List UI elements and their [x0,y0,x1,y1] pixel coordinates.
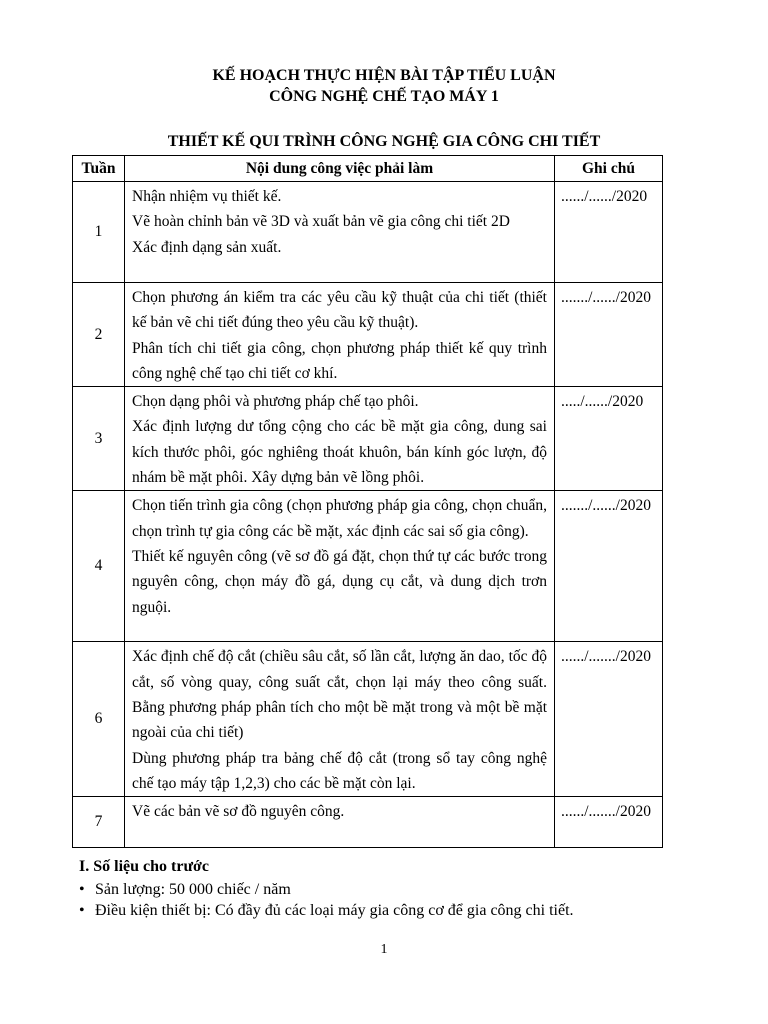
note-cell: ....../....../2020 [555,182,663,283]
task-line: Xác định chế độ cắt (chiều sâu cắt, số lần cắt, lượng ăn dao, tốc độ cắt, số vòng quay, công suất cắt, chọn lại máy theo công suất. Bằng phương pháp phân tích cho một bề mặt trong và một bề mặt ngoài của chi tiết) [132,648,547,742]
bullet-icon: • [79,902,85,919]
section-heading: I. Số liệu cho trước [79,858,210,875]
week-cell: 7 [73,797,125,848]
task-cell [125,797,555,848]
task-cell [125,182,555,283]
note-cell: ....../......./2020 [555,642,663,797]
list-item [79,879,574,900]
week-cell: 1 [73,182,125,283]
task-line: Xác định dạng sản xuất. [132,238,282,256]
header-week: Tuần [73,156,125,182]
given-data-list [79,879,574,921]
task-line: Chọn dạng phôi và phương pháp chế tạo phôi. [132,393,419,411]
table-row [73,491,663,642]
task-line: Chọn phương án kiểm tra các yêu cầu kỹ thuật của chi tiết (thiết kế bản vẽ chi tiết đúng theo yêu cầu kỹ thuật). [132,289,547,332]
list-item [79,900,574,921]
task-line: Thiết kế nguyên công (vẽ sơ đồ gá đặt, chọn thứ tự các bước trong nguyên công, chọn máy đồ gá, dụng cụ cắt, và dung dịch trơn nguội. [132,547,547,616]
task-line: Chọn tiến trình gia công (chọn phương pháp gia công, chọn chuẩn, chọn trình tự gia công các bề mặt, xác định các sai số gia công). [132,497,547,540]
table-row [73,387,663,491]
table-header-row [73,156,663,182]
header-note: Ghi chú [555,156,663,182]
task-cell [125,642,555,797]
note-cell: ......./....../2020 [555,491,663,642]
task-cell [125,283,555,387]
task-cell [125,491,555,642]
note-cell: ...../....../2020 [555,387,663,491]
week-cell: 4 [73,491,125,642]
week-cell: 3 [73,387,125,491]
document-title: KẾ HOẠCH THỰC HIỆN BÀI TẬP TIỂU LUẬN [212,67,556,84]
table-row [73,797,663,848]
task-cell [125,387,555,491]
table-row [73,642,663,797]
task-line: Dùng phương pháp tra bảng chế độ cắt (trong sổ tay công nghệ chế tạo máy tập 1,2,3) cho các bề mặt còn lại. [132,749,547,792]
plan-table [72,155,663,848]
header-content: Nội dung công việc phải làm [125,156,555,182]
note-cell: ......./....../2020 [555,283,663,387]
week-cell: 2 [73,283,125,387]
note-cell: ....../......./2020 [555,797,663,848]
task-line: Phân tích chi tiết gia công, chọn phương pháp thiết kế quy trình công nghệ chế tạo chi tiết cơ khí. [132,339,547,382]
document-title-line2: CÔNG NGHỆ CHẾ TẠO MÁY 1 [269,88,499,105]
task-line: Vẽ hoàn chỉnh bản vẽ 3D và xuất bản vẽ gia công chi tiết 2D [132,213,510,231]
bullet-icon: • [79,881,85,898]
page-number: 1 [380,942,388,957]
list-item-text: Sản lượng: 50 000 chiếc / năm [95,881,291,898]
task-line: Vẽ các bản vẽ sơ đồ nguyên công. [132,803,345,821]
week-cell: 6 [73,642,125,797]
table-row [73,283,663,387]
table-title: THIẾT KẾ QUI TRÌNH CÔNG NGHỆ GIA CÔNG CHI TIẾT [167,133,601,150]
table-row [73,182,663,283]
task-line: Xác định lượng dư tổng cộng cho các bề mặt gia công, dung sai kích thước phôi, góc nghiêng thoát khuôn, bán kính góc lượn, độ nhám bề mặt phôi. Xây dựng bản vẽ lồng phôi. [132,418,547,487]
list-item-text: Điều kiện thiết bị: Có đầy đủ các loại máy gia công cơ để gia công chi tiết. [95,902,574,919]
task-line: Nhận nhiệm vụ thiết kế. [132,188,282,205]
